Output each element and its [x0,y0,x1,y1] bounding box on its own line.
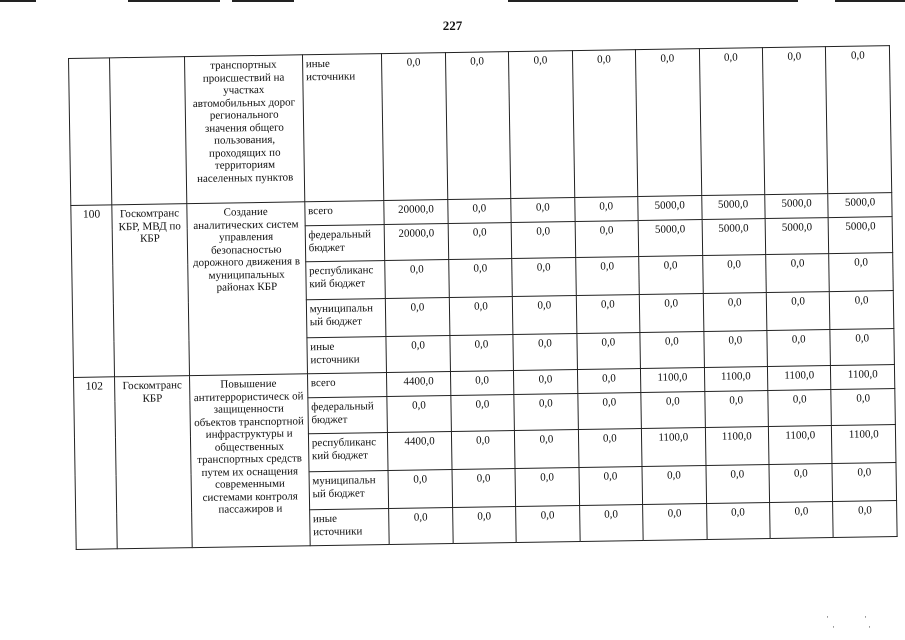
value-cell: 0,0 [452,507,516,544]
value-cell: 1100,0 [832,425,896,464]
value-cell: 1100,0 [704,367,768,392]
scan-edge-line [835,0,905,2]
value-cell: 0,0 [579,505,643,542]
value-cell: 0,0 [575,257,639,296]
value-cell: 0,0 [826,46,892,194]
value-cell: 0,0 [452,469,516,508]
funding-source-cell: республиканс кий бюджет [308,433,388,472]
value-cell: 0,0 [448,223,512,260]
value-cell: 5000,0 [638,196,702,221]
value-cell: 1100,0 [641,368,705,393]
value-cell: 0,0 [516,506,580,543]
scan-speck: · [868,622,871,632]
value-cell: 0,0 [833,501,897,538]
row-number: 102 [74,377,118,550]
value-cell: 0,0 [511,198,575,223]
value-cell: 0,0 [515,430,579,469]
value-cell: 0,0 [699,48,765,196]
funding-source-cell: федеральный бюджет [308,397,388,434]
value-cell: 0,0 [831,389,895,426]
value-cell: 0,0 [509,51,575,199]
value-cell: 0,0 [706,503,770,540]
value-cell: 0,0 [579,467,643,506]
funding-source-cell: всего [304,201,384,226]
scan-edge-line [232,0,294,2]
value-cell: 0,0 [389,508,453,545]
value-cell: 0,0 [451,431,515,470]
value-cell: 1100,0 [767,366,831,391]
value-cell: 0,0 [511,222,575,259]
value-cell: 5000,0 [638,220,702,257]
row-number: 100 [71,205,115,378]
value-cell: 0,0 [702,255,766,294]
value-cell: 0,0 [515,468,579,507]
value-cell: 0,0 [577,369,641,394]
value-cell: 0,0 [703,331,767,368]
value-cell: 0,0 [450,335,514,372]
scan-speck: · [832,622,835,632]
scan-speck: · [826,612,829,622]
value-cell: 1100,0 [768,426,832,465]
value-cell: 5000,0 [829,217,893,254]
value-cell: 0,0 [577,393,641,430]
value-cell: 0,0 [576,295,640,334]
value-cell: 0,0 [387,396,451,433]
executor-cell [110,57,187,205]
funding-source-cell: республиканс кий бюджет [305,261,385,300]
value-cell: 0,0 [830,291,894,330]
funding-source-cell: муниципальн ый бюджет [306,299,386,338]
value-cell: 0,0 [832,463,896,502]
value-cell: 0,0 [575,221,639,258]
value-cell: 0,0 [514,394,578,431]
value-cell: 0,0 [639,294,703,333]
value-cell: 0,0 [704,391,768,428]
value-cell: 0,0 [451,395,515,432]
page-number: 227 [442,18,463,33]
funding-source-cell: муниципальн ый бюджет [309,471,389,510]
value-cell: 0,0 [512,258,576,297]
value-cell: 0,0 [382,53,448,201]
value-cell: 0,0 [514,370,578,395]
value-cell: 0,0 [640,332,704,369]
value-cell: 0,0 [450,371,514,396]
scan-edge-line [0,0,36,2]
value-cell: 1100,0 [641,428,705,467]
activity-cell: Повышение антитеррористическ ой защищенности объектов транспортной инфраструктуры и общественных транспортных средств путем их оснащения современными системами контроля пассажиров и [189,374,310,548]
value-cell: 0,0 [643,504,707,541]
value-cell: 0,0 [448,259,512,298]
scan-edge-line [508,0,798,2]
value-cell: 0,0 [706,465,770,504]
value-cell: 5000,0 [701,195,765,220]
scan-speck: · [864,612,867,622]
table-row [69,46,892,206]
executor-cell: Госкомтранс КБР, МВД по КБР [112,204,189,377]
value-cell: 0,0 [388,470,452,509]
funding-source-cell: иные источники [307,337,387,374]
value-cell: 0,0 [767,330,831,367]
value-cell: 0,0 [770,502,834,539]
value-cell: 0,0 [385,260,449,299]
value-cell: 0,0 [447,199,511,224]
value-cell: 0,0 [769,464,833,503]
value-cell: 0,0 [830,329,894,366]
value-cell: 4400,0 [388,432,452,471]
budget-table-body [69,46,898,550]
value-cell: 0,0 [386,336,450,373]
value-cell: 0,0 [642,466,706,505]
value-cell: 0,0 [578,429,642,468]
value-cell: 0,0 [577,333,641,370]
budget-table [68,45,898,550]
value-cell: 0,0 [449,297,513,336]
value-cell: 0,0 [703,293,767,332]
value-cell: 0,0 [639,256,703,295]
value-cell: 0,0 [386,298,450,337]
value-cell: 5000,0 [828,193,892,218]
row-number [69,58,113,206]
funding-source-cell: всего [307,373,387,398]
value-cell: 0,0 [641,392,705,429]
executor-cell: Госкомтранс КБР [115,376,192,549]
value-cell: 20000,0 [384,200,448,225]
value-cell: 5000,0 [765,194,829,219]
activity-cell: Создание аналитических систем управления безопасностью дорожного движения в муниципальных районах КБР [187,202,308,376]
activity-cell: транспортных происшествий на участках автомобильных дорог регионального значения общего пользования, проходящих по территориям населенных пунктов [184,55,304,204]
value-cell: 0,0 [829,253,893,292]
value-cell: 0,0 [762,47,828,195]
value-cell: 0,0 [513,334,577,371]
value-cell: 0,0 [574,197,638,222]
value-cell: 5000,0 [702,219,766,256]
funding-source-cell: иные источники [309,509,389,546]
value-cell: 0,0 [768,390,832,427]
value-cell: 1100,0 [705,427,769,466]
funding-source-cell: иные источники [302,54,384,202]
value-cell: 4400,0 [387,372,451,397]
value-cell: 0,0 [636,49,702,197]
funding-source-cell: федеральный бюджет [305,225,385,262]
value-cell: 0,0 [766,254,830,293]
scan-edge-line [128,0,220,2]
value-cell: 5000,0 [765,218,829,255]
value-cell: 1100,0 [831,365,895,390]
value-cell: 20000,0 [384,224,448,261]
value-cell: 0,0 [572,50,638,198]
value-cell: 0,0 [766,292,830,331]
value-cell: 0,0 [445,52,511,200]
value-cell: 0,0 [512,296,576,335]
